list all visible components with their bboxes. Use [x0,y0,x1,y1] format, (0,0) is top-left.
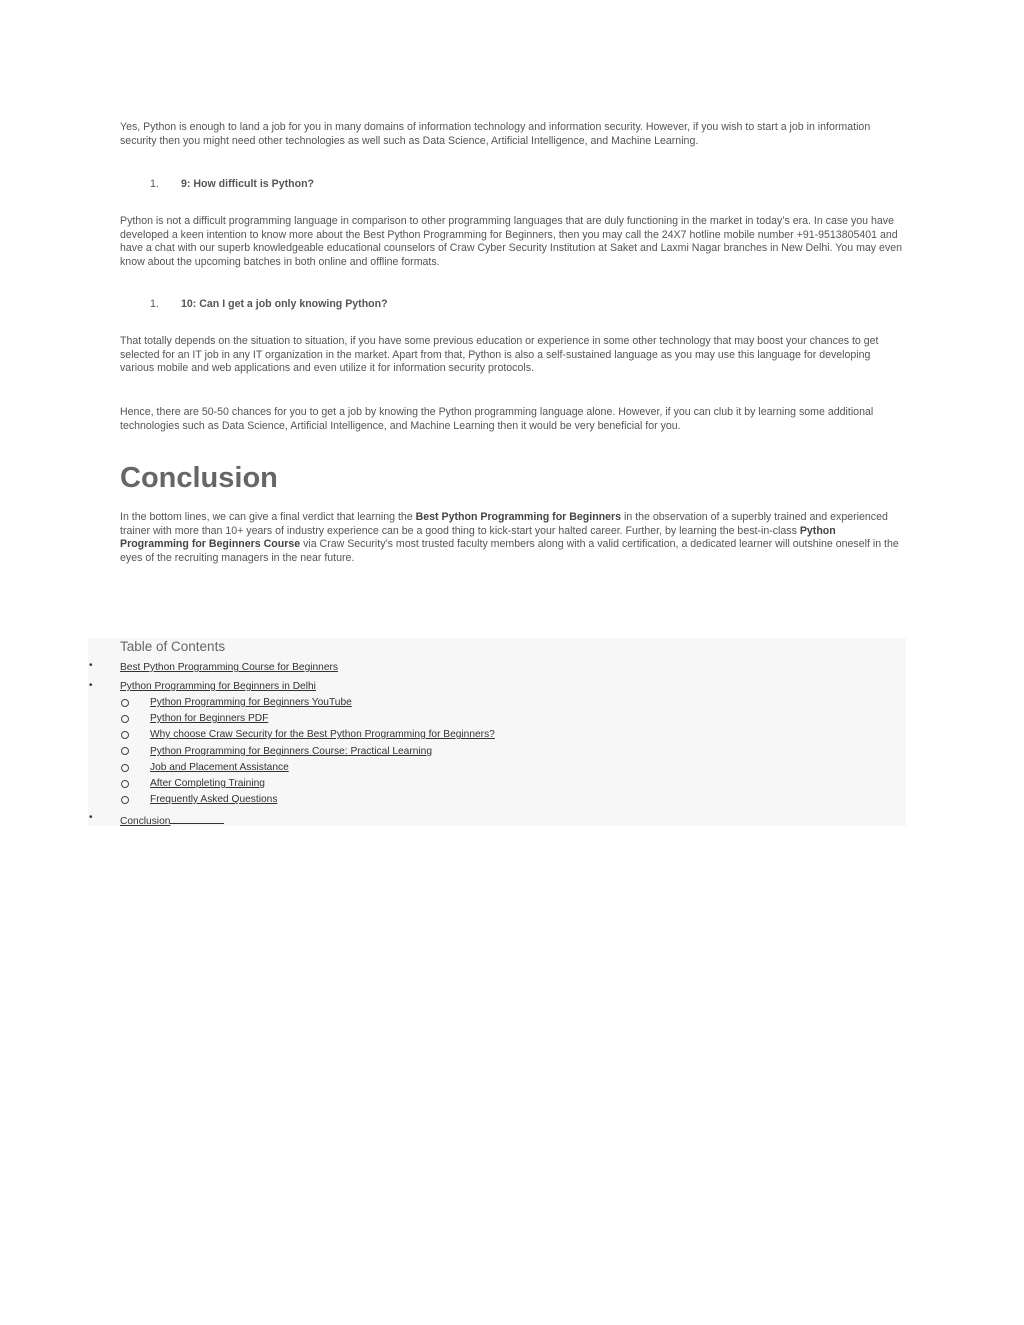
paragraph-python-difficulty: Python is not a difficult programming language in comparison to other programming languages that are duly functioning in the market in today’s era. In case you have developed a keen intention to know more about the Best Python Programming for Beginners, then you may call the 24X7 hotline mobile number +91-9513805401 and have a chat with our superb knowledgeable educational counselors of Craw Cyber Security Institution at Saket and Laxmi Nagar branches in New Delhi. You may even know about the upcoming batches in both online and offline formats. [120,215,903,268]
toc-link[interactable]: Conclusion [120,816,171,827]
toc-item-conclusion[interactable] [120,813,224,828]
toc-subitem-practical-learning[interactable] [150,745,432,758]
bullet-icon: • [89,680,93,691]
conclusion-bold-1: Best Python Programming for Beginners [415,511,622,523]
toc-link[interactable]: Python Programming for Beginners Course: Practical Learning [150,746,432,757]
bullet-icon: • [89,812,93,823]
conclusion-text-2: in the observation of a superbly trained and experienced trainer with more than 10+ years of industry experience can be a good thing to kick-start your halted career. Further, by learning the best-in-class [120,511,888,537]
paragraph-job-situation: That totally depends on the situation to situation, if you have some previous education or experience in some other technology that may boost your chances to get selected for an IT job in any IT organization in the market. Apart from that, Python is also a self-sustained language as you may use this language for developing various mobile and web applications and even utilize it for information security protocols. [120,335,879,375]
conclusion-text-3: via Craw Security’s most trusted faculty members along with a valid certification, a dedicated learner will outshine oneself in the eyes of the recruiting managers in the near future. [120,538,899,564]
toc-link[interactable]: Python Programming for Beginners in Delhi [120,681,316,692]
toc-title: Table of Contents [120,639,226,654]
list-number: 1. [150,298,159,310]
toc-link[interactable]: Best Python Programming Course for Beginners [120,662,339,673]
toc-link[interactable]: Python for Beginners PDF [150,713,269,724]
conclusion-paragraph [120,511,906,565]
bullet-icon: • [89,660,93,671]
conclusion-bold-2: Python Programming for Beginners Course [120,524,836,551]
question-text: 9: How difficult is Python? [181,178,315,190]
toc-link[interactable]: Job and Placement Assistance [150,762,289,773]
circle-bullet-icon [121,764,129,772]
underline-gap [170,813,224,824]
conclusion-text-1: In the bottom lines, we can give a final verdict that learning the [120,511,416,523]
toc-subitem-pdf[interactable] [150,712,268,725]
question-heading-9 [150,178,314,191]
question-heading-10 [150,298,388,311]
circle-bullet-icon [121,747,129,755]
toc-link[interactable]: Why choose Craw Security for the Best Python Programming for Beginners? [150,729,495,740]
question-text: 10: Can I get a job only knowing Python? [181,298,388,310]
circle-bullet-icon [121,796,129,804]
toc-item-python-in-delhi[interactable] [120,680,316,693]
circle-bullet-icon [121,731,129,739]
circle-bullet-icon [121,715,129,723]
toc-subitem-after-training[interactable] [150,777,265,790]
toc-subitem-youtube[interactable] [150,696,352,709]
list-number: 1. [150,178,159,190]
toc-item-best-python-course[interactable] [120,661,338,674]
toc-subitem-why-craw[interactable] [150,728,495,741]
paragraph-python-enough: Yes, Python is enough to land a job for you in many domains of information technology and information security. However, if you wish to start a job in information security then you might need other technologies as well such as Data Science, Artificial Intelligence, and Machine Learning. [120,121,871,147]
toc-link[interactable]: After Completing Training [150,778,265,789]
toc-subitem-faq[interactable] [150,793,277,806]
conclusion-heading: Conclusion [120,462,278,494]
toc-subitem-placement[interactable] [150,761,289,774]
circle-bullet-icon [121,780,129,788]
toc-link[interactable]: Frequently Asked Questions [150,794,278,805]
circle-bullet-icon [121,699,129,707]
paragraph-job-chances: Hence, there are 50-50 chances for you to get a job by knowing the Python programming language alone. However, if you can club it by learning some additional technologies such as Data Science, Artificial Intelligence, and Machine Learning then it would be very beneficial for you. [120,406,874,432]
toc-link[interactable]: Python Programming for Beginners YouTube [150,697,352,708]
